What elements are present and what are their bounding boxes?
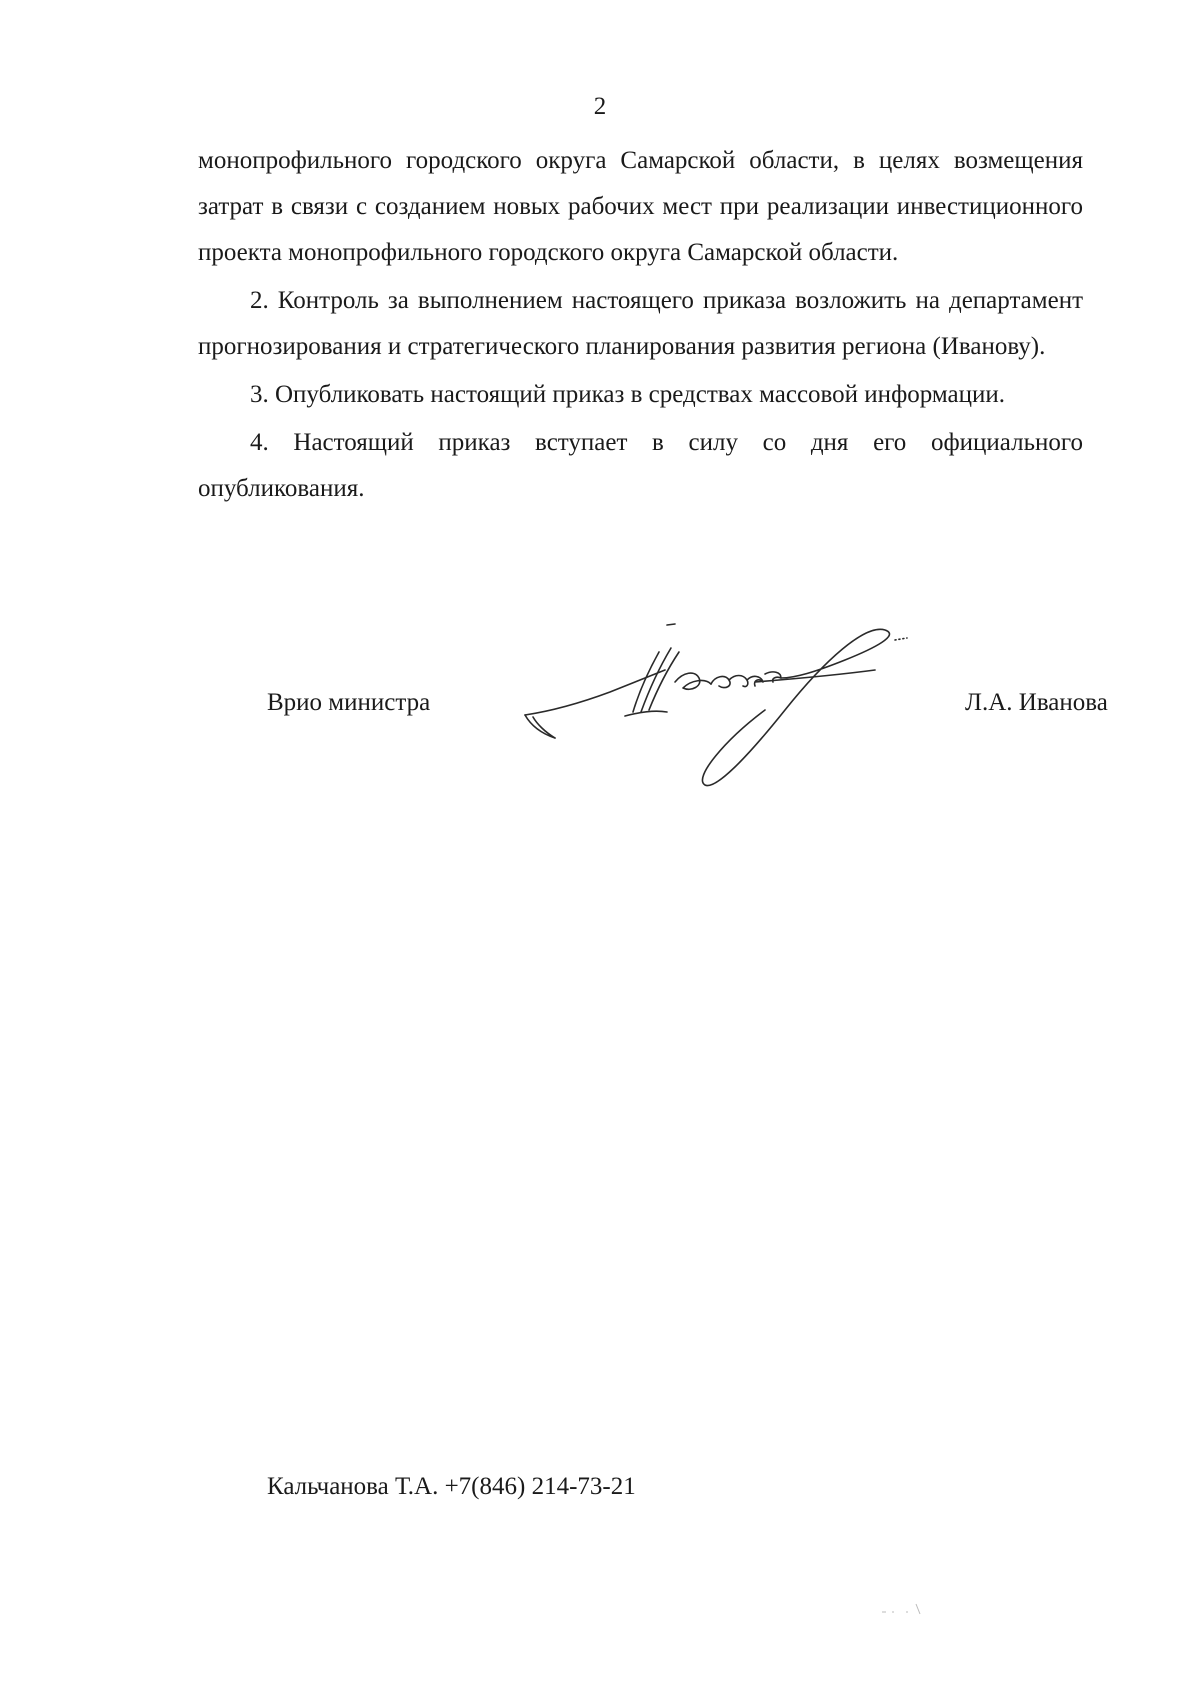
- signatory-name: Л.А. Иванова: [965, 689, 1108, 716]
- executor-contact: Кальчанова Т.А. +7(846) 214-73-21: [267, 1473, 636, 1500]
- handwritten-signature: [515, 620, 965, 835]
- page-number: 2: [593, 93, 607, 120]
- paragraph-control: 2. Контроль за выполнением настоящего приказа возложить на департамент прогнозирования и стратегического планирования развития региона (Иванову).: [198, 287, 1083, 360]
- paragraph-publish: 3. Опубликовать настоящий приказ в средствах массовой информации.: [250, 381, 1006, 408]
- scan-artifact: [880, 1600, 940, 1616]
- signatory-position: Врио министра: [267, 689, 431, 716]
- document-body: [198, 138, 1083, 514]
- paragraph-effective-date: 4. Настоящий приказ вступает в силу со дня его официального опубликования.: [198, 429, 1083, 502]
- paragraph-continuation: монопрофильного городского округа Самарской области, в целях возмещения затрат в связи с созданием новых рабочих мест при реализации инвестиционного проекта монопрофильного городского округа Самарской области.: [198, 147, 1083, 266]
- signature-block: [0, 620, 1200, 860]
